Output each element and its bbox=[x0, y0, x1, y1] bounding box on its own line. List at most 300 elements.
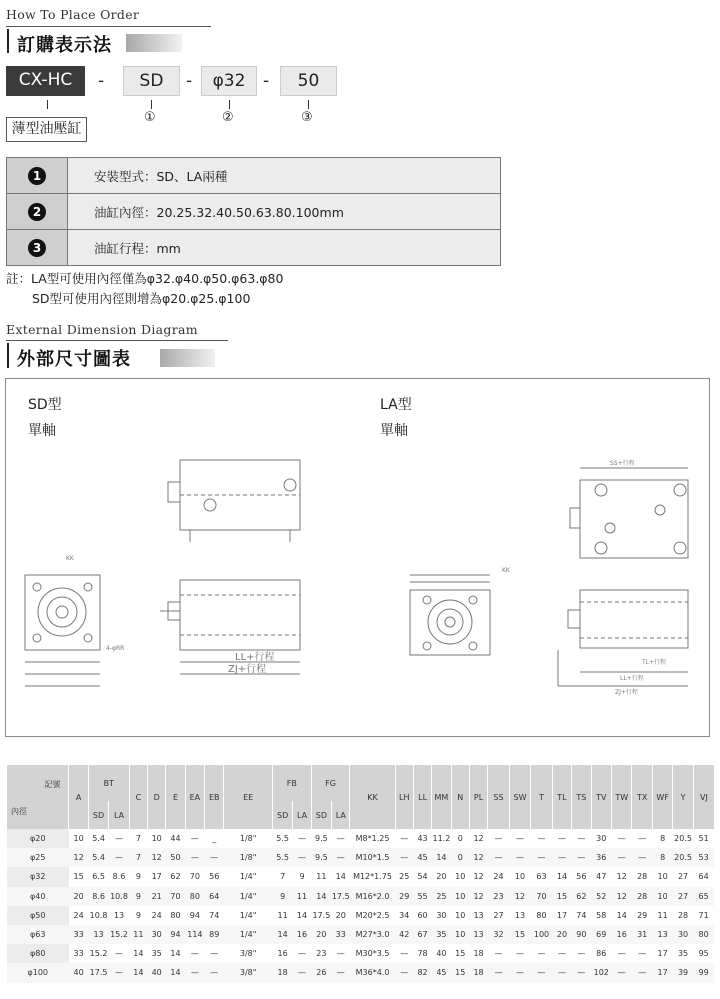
code-tick bbox=[229, 100, 230, 109]
table-cell: 20 bbox=[332, 906, 350, 925]
table-cell: 24 bbox=[148, 906, 166, 925]
table-row bbox=[7, 906, 715, 925]
table-cell: 70 bbox=[531, 887, 553, 906]
spec-header: FB bbox=[272, 765, 311, 801]
option-number: 3 bbox=[7, 230, 68, 266]
table-cell: 12 bbox=[509, 887, 531, 906]
spec-header: TL bbox=[552, 765, 571, 829]
table-cell: — bbox=[611, 944, 631, 963]
table-cell: — bbox=[509, 829, 531, 848]
la-type-label: LA型 bbox=[380, 397, 412, 413]
table-cell: 23 bbox=[488, 887, 510, 906]
table-cell: — bbox=[395, 848, 413, 867]
option-number: 2 bbox=[7, 194, 68, 230]
table-cell: 6.5 bbox=[88, 867, 108, 886]
table-cell: 7 bbox=[129, 848, 147, 867]
spec-header: TX bbox=[632, 765, 652, 829]
table-cell: 70 bbox=[185, 867, 204, 886]
table-row bbox=[7, 887, 715, 906]
table-cell: — bbox=[632, 848, 652, 867]
table-cell: 3/8" bbox=[224, 963, 272, 982]
table-cell: 42 bbox=[395, 925, 413, 944]
table-cell: — bbox=[332, 829, 350, 848]
table-cell: 47 bbox=[591, 867, 611, 886]
table-cell: 15 bbox=[451, 963, 469, 982]
order-title-underline bbox=[6, 26, 211, 27]
table-cell: 25 bbox=[395, 867, 413, 886]
table-cell: — bbox=[632, 944, 652, 963]
table-cell: 80 bbox=[166, 906, 185, 925]
table-cell: 15 bbox=[552, 887, 571, 906]
code-dash: - bbox=[98, 71, 105, 91]
table-cell: 0 bbox=[451, 829, 469, 848]
bore-cell: φ25 bbox=[7, 848, 69, 867]
table-cell: 14 bbox=[311, 887, 331, 906]
table-cell: 82 bbox=[413, 963, 431, 982]
spec-subheader: LA bbox=[293, 801, 311, 829]
dimension-title-zh: 外部尺寸圖表 bbox=[17, 349, 131, 370]
table-cell: — bbox=[531, 829, 553, 848]
table-cell: 5.5 bbox=[272, 829, 292, 848]
table-cell: 9 bbox=[293, 867, 311, 886]
table-cell: 9.5 bbox=[311, 829, 331, 848]
circle-mark-2: ② bbox=[222, 110, 234, 125]
product-label: 薄型油壓缸 bbox=[6, 117, 87, 142]
table-cell: 70 bbox=[166, 887, 185, 906]
table-cell: 10 bbox=[451, 906, 469, 925]
table-cell: 60 bbox=[413, 906, 431, 925]
table-cell: 1/4" bbox=[224, 925, 272, 944]
table-cell: — bbox=[395, 829, 413, 848]
table-cell: 33 bbox=[69, 944, 88, 963]
table-cell: — bbox=[205, 848, 224, 867]
table-cell: 62 bbox=[166, 867, 185, 886]
table-cell: — bbox=[332, 963, 350, 982]
table-cell: 1/8" bbox=[224, 829, 272, 848]
spec-header: TS bbox=[572, 765, 591, 829]
table-cell: 69 bbox=[591, 925, 611, 944]
table-cell: 11 bbox=[129, 925, 147, 944]
order-note-1: 註：LA型可使用內徑僅為φ32.φ40.φ50.φ63.φ80 bbox=[6, 271, 284, 286]
option-text: 油缸內徑：20.25.32.40.50.63.80.100mm bbox=[68, 194, 501, 230]
order-title-zh: 訂購表示法 bbox=[17, 35, 112, 56]
table-cell: 14 bbox=[552, 867, 571, 886]
table-cell: 18 bbox=[469, 944, 487, 963]
spec-header: D bbox=[148, 765, 166, 829]
table-cell: 80 bbox=[185, 887, 204, 906]
code-segment-type: SD bbox=[123, 66, 180, 96]
code-dash: - bbox=[186, 71, 193, 91]
table-cell: 10 bbox=[148, 829, 166, 848]
code-dash: - bbox=[263, 71, 270, 91]
table-cell: 35 bbox=[148, 944, 166, 963]
table-cell: 8.6 bbox=[109, 867, 129, 886]
table-cell: 56 bbox=[572, 867, 591, 886]
table-cell: 90 bbox=[572, 925, 591, 944]
table-cell: 99 bbox=[693, 963, 714, 982]
table-cell: 31 bbox=[632, 925, 652, 944]
spec-corner-bottom: 內徑 bbox=[11, 807, 27, 816]
table-cell: 86 bbox=[591, 944, 611, 963]
code-tick bbox=[47, 100, 48, 109]
circle-mark-3: ③ bbox=[301, 110, 313, 125]
table-cell: 13 bbox=[509, 906, 531, 925]
sd-type-label: SD型 bbox=[28, 397, 62, 413]
table-cell: 80 bbox=[693, 925, 714, 944]
table-cell: 20 bbox=[552, 925, 571, 944]
spec-header: VJ bbox=[693, 765, 714, 829]
table-cell: 15 bbox=[69, 867, 88, 886]
spec-header: KK bbox=[350, 765, 395, 829]
table-cell: — bbox=[293, 848, 311, 867]
table-cell: — bbox=[185, 963, 204, 982]
table-cell: — bbox=[205, 963, 224, 982]
spec-header: TW bbox=[611, 765, 631, 829]
table-cell: — bbox=[552, 944, 571, 963]
table-cell: 34 bbox=[395, 906, 413, 925]
code-segment-stroke: 50 bbox=[280, 66, 337, 96]
bore-cell: φ20 bbox=[7, 829, 69, 848]
table-cell: 27 bbox=[673, 867, 693, 886]
table-cell: 26 bbox=[311, 963, 331, 982]
table-cell: 11 bbox=[311, 867, 331, 886]
table-cell: 30 bbox=[148, 925, 166, 944]
table-cell: 45 bbox=[432, 963, 451, 982]
table-cell: — bbox=[552, 829, 571, 848]
table-cell: 7 bbox=[272, 867, 292, 886]
table-cell: M30*3.5 bbox=[350, 944, 395, 963]
spec-header: Y bbox=[673, 765, 693, 829]
table-cell: — bbox=[509, 848, 531, 867]
table-cell: 9.5 bbox=[311, 848, 331, 867]
la-sub-label: 單軸 bbox=[380, 423, 408, 439]
table-cell: — bbox=[572, 848, 591, 867]
table-cell: 20 bbox=[311, 925, 331, 944]
table-cell: — bbox=[109, 848, 129, 867]
spec-header: WF bbox=[652, 765, 672, 829]
table-cell: 45 bbox=[413, 848, 431, 867]
table-cell: 14 bbox=[611, 906, 631, 925]
sd-kk-label: KK bbox=[66, 555, 74, 562]
code-prefix-box: CX-HC bbox=[6, 66, 85, 96]
la-stroke2-label: ZJ+行程 bbox=[615, 689, 638, 696]
table-cell: — bbox=[205, 944, 224, 963]
table-cell: 55 bbox=[413, 887, 431, 906]
table-cell: 23 bbox=[311, 944, 331, 963]
table-cell: 16 bbox=[272, 944, 292, 963]
table-cell: 33 bbox=[332, 925, 350, 944]
table-cell: 12 bbox=[69, 848, 88, 867]
spec-corner-cell bbox=[7, 765, 69, 829]
table-cell: — bbox=[185, 848, 204, 867]
table-cell: 43 bbox=[413, 829, 431, 848]
table-cell: 58 bbox=[591, 906, 611, 925]
table-cell: 8 bbox=[652, 829, 672, 848]
table-cell: 12 bbox=[469, 867, 487, 886]
sd-side-view bbox=[180, 580, 300, 650]
spec-header: SW bbox=[509, 765, 531, 829]
bore-cell: φ32 bbox=[7, 867, 69, 886]
table-cell: 0 bbox=[451, 848, 469, 867]
spec-subheader: LA bbox=[109, 801, 129, 829]
table-cell: 10 bbox=[652, 887, 672, 906]
table-cell: 18 bbox=[272, 963, 292, 982]
table-cell: 95 bbox=[693, 944, 714, 963]
spec-header: MM bbox=[432, 765, 451, 829]
table-cell: 20.5 bbox=[673, 848, 693, 867]
table-cell: 102 bbox=[591, 963, 611, 982]
table-cell: 17.5 bbox=[332, 887, 350, 906]
code-segment-bore: φ32 bbox=[201, 66, 257, 96]
table-cell: M10*1.5 bbox=[350, 848, 395, 867]
sd-drawing bbox=[10, 450, 350, 730]
table-cell: 17.5 bbox=[311, 906, 331, 925]
table-cell: 14 bbox=[293, 906, 311, 925]
table-row bbox=[7, 925, 715, 944]
option-row bbox=[7, 230, 501, 266]
sd-stroke2-label: ZJ+行程 bbox=[228, 664, 267, 675]
table-cell: — bbox=[109, 944, 129, 963]
table-cell: — bbox=[531, 963, 553, 982]
sd-pcd-label: 4-φRR bbox=[106, 645, 125, 652]
table-cell: — bbox=[531, 848, 553, 867]
table-cell: 27 bbox=[488, 906, 510, 925]
la-stroke-label: LL+行程 bbox=[620, 675, 644, 682]
table-cell: 1/4" bbox=[224, 887, 272, 906]
spec-header: PL bbox=[469, 765, 487, 829]
spec-header: EB bbox=[205, 765, 224, 829]
table-cell: 30 bbox=[591, 829, 611, 848]
table-cell: 20.5 bbox=[673, 829, 693, 848]
spec-table-body bbox=[7, 829, 715, 983]
table-cell: 71 bbox=[693, 906, 714, 925]
spec-corner-top: 記號 bbox=[44, 780, 61, 789]
table-cell: 21 bbox=[148, 887, 166, 906]
spec-header: C bbox=[129, 765, 147, 829]
table-cell: 5.5 bbox=[272, 848, 292, 867]
spec-header: SS bbox=[488, 765, 510, 829]
table-cell: 44 bbox=[166, 829, 185, 848]
spec-header: T bbox=[531, 765, 553, 829]
sd-front-view bbox=[25, 575, 100, 650]
spec-header: LH bbox=[395, 765, 413, 829]
table-cell: 14 bbox=[129, 944, 147, 963]
table-cell: 15 bbox=[451, 944, 469, 963]
table-cell: 18 bbox=[469, 963, 487, 982]
dimension-title-underline bbox=[6, 340, 228, 341]
code-tick bbox=[151, 100, 152, 109]
table-cell: — bbox=[185, 944, 204, 963]
table-cell: 40 bbox=[148, 963, 166, 982]
table-cell: 13 bbox=[652, 925, 672, 944]
table-cell: 14 bbox=[272, 925, 292, 944]
table-cell: _ bbox=[205, 829, 224, 848]
table-cell: 74 bbox=[205, 906, 224, 925]
table-cell: 12 bbox=[148, 848, 166, 867]
dimension-title-marker bbox=[7, 343, 9, 368]
table-cell: 53 bbox=[693, 848, 714, 867]
table-cell: 15.2 bbox=[109, 925, 129, 944]
table-cell: 5.4 bbox=[88, 829, 108, 848]
table-cell: 50 bbox=[166, 848, 185, 867]
la-tl-label: TL+行程 bbox=[642, 659, 667, 666]
table-cell: 52 bbox=[591, 887, 611, 906]
spec-header: A bbox=[69, 765, 88, 829]
option-text: 安裝型式：SD、LA兩種 bbox=[68, 158, 501, 194]
spec-header: EE bbox=[224, 765, 272, 829]
spec-header: E bbox=[166, 765, 185, 829]
table-cell: 64 bbox=[205, 887, 224, 906]
table-cell: 62 bbox=[572, 887, 591, 906]
table-cell: — bbox=[531, 944, 553, 963]
dimension-title-en: External Dimension Diagram bbox=[6, 322, 198, 337]
table-cell: 100 bbox=[531, 925, 553, 944]
spec-header: BT bbox=[88, 765, 129, 801]
table-cell: — bbox=[572, 944, 591, 963]
table-cell: 10.8 bbox=[109, 887, 129, 906]
table-cell: 89 bbox=[205, 925, 224, 944]
table-cell: 10 bbox=[69, 829, 88, 848]
order-title-gradient bbox=[126, 34, 182, 52]
option-row bbox=[7, 158, 501, 194]
table-cell: 14 bbox=[166, 963, 185, 982]
table-cell: 11 bbox=[293, 887, 311, 906]
table-cell: 24 bbox=[488, 867, 510, 886]
la-top-view bbox=[580, 480, 688, 558]
circle-mark-1: ① bbox=[144, 110, 156, 125]
table-cell: 12 bbox=[469, 848, 487, 867]
bore-cell: φ63 bbox=[7, 925, 69, 944]
table-cell: 1/8" bbox=[224, 848, 272, 867]
sd-port-circle bbox=[284, 479, 296, 491]
spec-header: FG bbox=[311, 765, 350, 801]
table-cell: 10.8 bbox=[88, 906, 108, 925]
table-cell: M12*1.75 bbox=[350, 867, 395, 886]
table-cell: 17 bbox=[148, 867, 166, 886]
table-cell: M20*2.5 bbox=[350, 906, 395, 925]
table-cell: 29 bbox=[395, 887, 413, 906]
table-cell: 33 bbox=[69, 925, 88, 944]
table-cell: 9 bbox=[129, 867, 147, 886]
table-cell: 10 bbox=[509, 867, 531, 886]
table-cell: 11 bbox=[652, 906, 672, 925]
table-cell: 36 bbox=[591, 848, 611, 867]
table-cell: 78 bbox=[413, 944, 431, 963]
table-cell: 11 bbox=[272, 906, 292, 925]
sd-port-circle bbox=[204, 499, 216, 511]
table-cell: 14 bbox=[166, 944, 185, 963]
la-drawing bbox=[380, 450, 705, 730]
table-cell: 114 bbox=[185, 925, 204, 944]
table-cell: 24 bbox=[69, 906, 88, 925]
table-row bbox=[7, 867, 715, 886]
table-cell: 94 bbox=[185, 906, 204, 925]
table-row bbox=[7, 848, 715, 867]
table-cell: — bbox=[332, 848, 350, 867]
spec-header: N bbox=[451, 765, 469, 829]
table-cell: M36*4.0 bbox=[350, 963, 395, 982]
option-number: 1 bbox=[7, 158, 68, 194]
table-row bbox=[7, 944, 715, 963]
table-cell: — bbox=[509, 963, 531, 982]
option-row bbox=[7, 194, 501, 230]
table-cell: 3/8" bbox=[224, 944, 272, 963]
table-cell: 32 bbox=[488, 925, 510, 944]
table-cell: — bbox=[488, 848, 510, 867]
order-title-en: How To Place Order bbox=[6, 7, 140, 22]
table-cell: — bbox=[109, 829, 129, 848]
table-cell: 30 bbox=[673, 925, 693, 944]
table-cell: 17 bbox=[652, 944, 672, 963]
table-cell: 25 bbox=[432, 887, 451, 906]
spec-header: TV bbox=[591, 765, 611, 829]
table-cell: 13 bbox=[109, 906, 129, 925]
table-cell: 64 bbox=[693, 867, 714, 886]
table-cell: 94 bbox=[166, 925, 185, 944]
code-tick bbox=[308, 100, 309, 109]
spec-header: LL bbox=[413, 765, 431, 829]
table-cell: — bbox=[185, 829, 204, 848]
table-cell: — bbox=[332, 944, 350, 963]
table-cell: 8 bbox=[652, 848, 672, 867]
options-table bbox=[6, 157, 501, 266]
table-cell: — bbox=[632, 963, 652, 982]
table-cell: — bbox=[611, 848, 631, 867]
table-cell: 10 bbox=[652, 867, 672, 886]
la-side-view bbox=[580, 590, 688, 648]
table-cell: 12 bbox=[469, 887, 487, 906]
table-cell: 14 bbox=[432, 848, 451, 867]
table-cell: M16*2.0 bbox=[350, 887, 395, 906]
table-cell: — bbox=[395, 944, 413, 963]
sd-sub-label: 單軸 bbox=[28, 423, 56, 439]
table-cell: 1/4" bbox=[224, 867, 272, 886]
table-cell: 12 bbox=[469, 829, 487, 848]
table-cell: 9 bbox=[272, 887, 292, 906]
table-cell: 67 bbox=[413, 925, 431, 944]
table-cell: 65 bbox=[693, 887, 714, 906]
table-cell: 9 bbox=[129, 887, 147, 906]
table-cell: 29 bbox=[632, 906, 652, 925]
table-cell: 30 bbox=[432, 906, 451, 925]
table-cell: 15.2 bbox=[88, 944, 108, 963]
table-cell: 10 bbox=[451, 887, 469, 906]
table-cell: 17.5 bbox=[88, 963, 108, 982]
table-cell: M27*3.0 bbox=[350, 925, 395, 944]
table-cell: — bbox=[395, 963, 413, 982]
table-cell: 15 bbox=[509, 925, 531, 944]
table-cell: 16 bbox=[293, 925, 311, 944]
table-cell: 5.4 bbox=[88, 848, 108, 867]
bore-cell: φ40 bbox=[7, 887, 69, 906]
table-cell: 13 bbox=[88, 925, 108, 944]
table-cell: 14 bbox=[332, 867, 350, 886]
table-cell: 12 bbox=[611, 887, 631, 906]
table-cell: — bbox=[611, 963, 631, 982]
table-cell: 56 bbox=[205, 867, 224, 886]
table-cell: 20 bbox=[69, 887, 88, 906]
order-title-marker bbox=[7, 29, 9, 53]
bore-cell: φ50 bbox=[7, 906, 69, 925]
table-cell: 40 bbox=[432, 944, 451, 963]
table-cell: — bbox=[552, 963, 571, 982]
table-cell: 10 bbox=[451, 925, 469, 944]
table-cell: — bbox=[293, 829, 311, 848]
table-cell: — bbox=[488, 963, 510, 982]
table-cell: 13 bbox=[469, 925, 487, 944]
table-cell: 51 bbox=[693, 829, 714, 848]
table-row bbox=[7, 963, 715, 982]
